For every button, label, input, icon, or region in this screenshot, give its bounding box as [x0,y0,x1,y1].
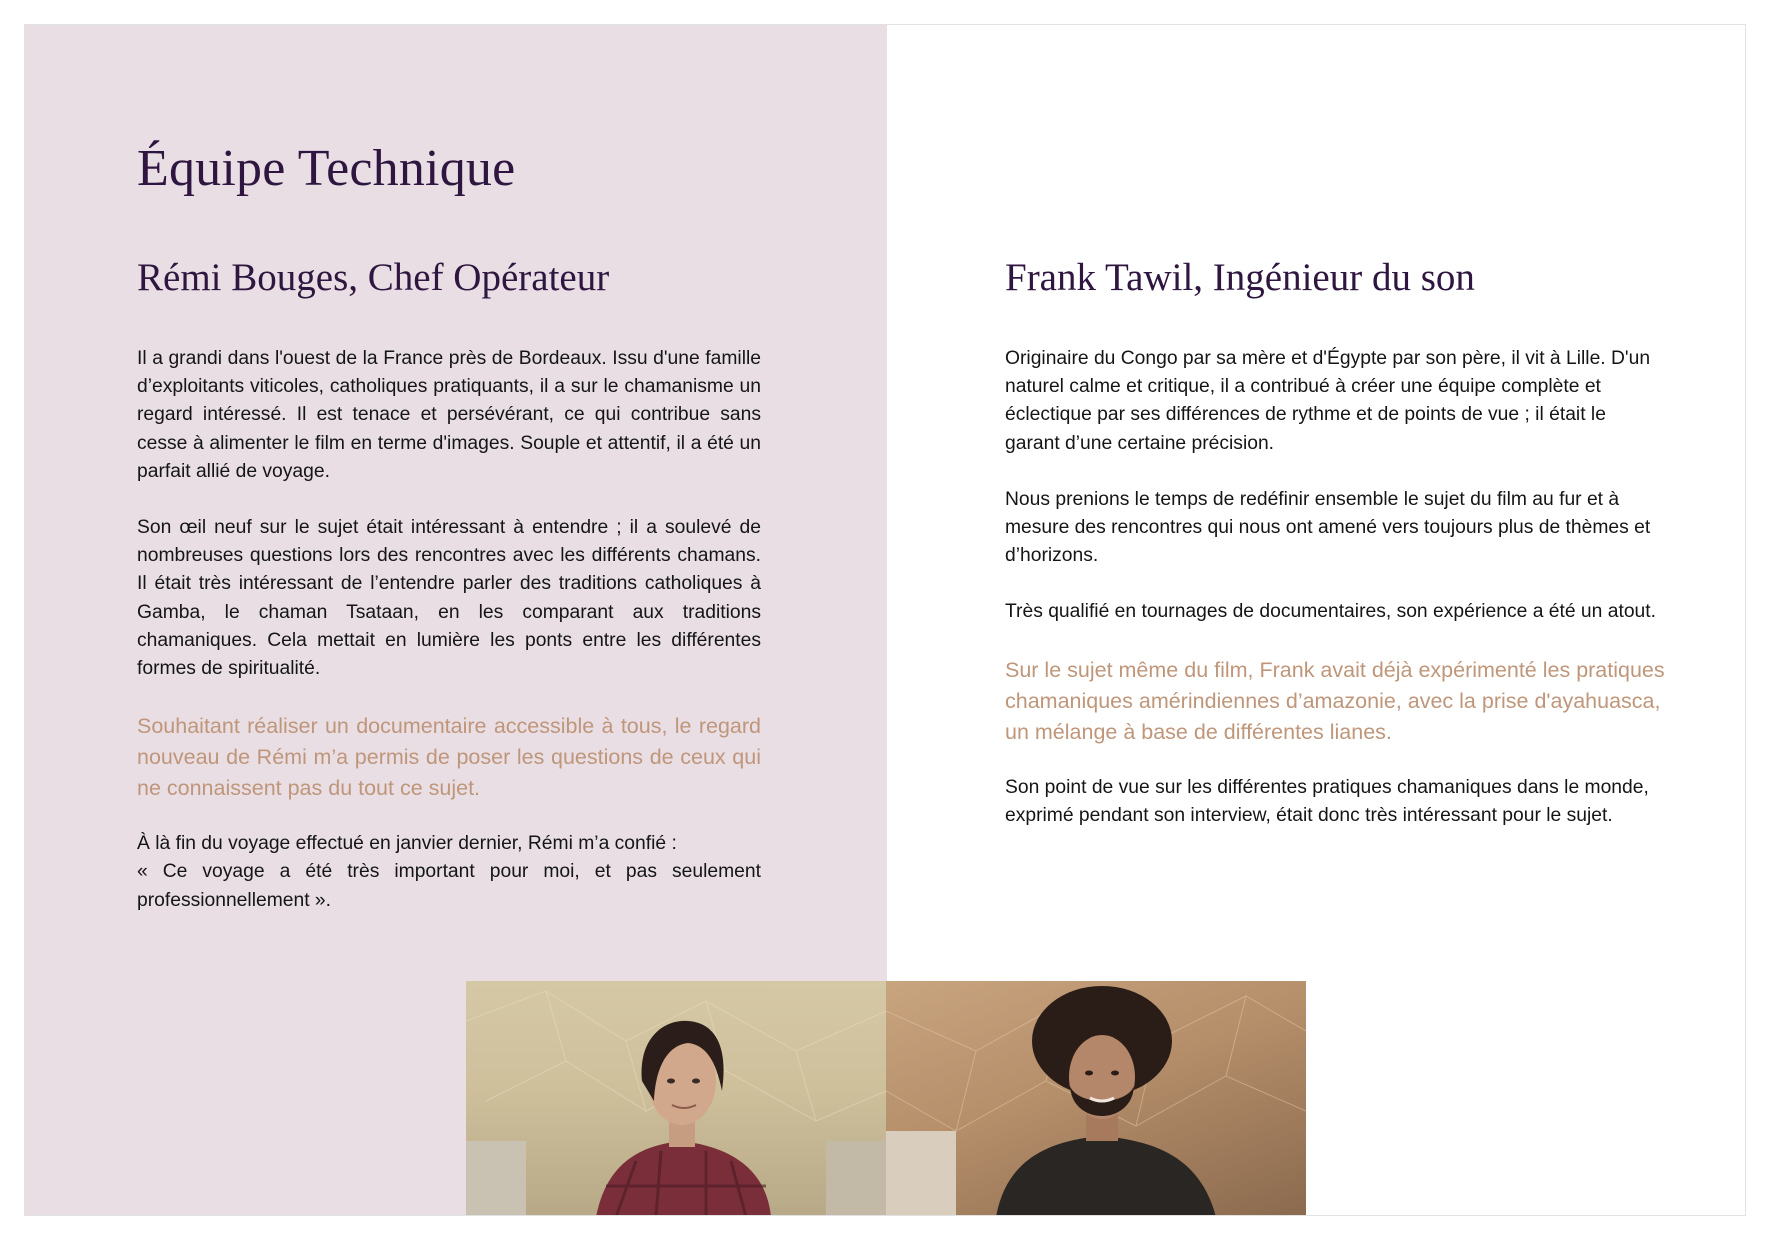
photo-remi-illustration [466,981,886,1216]
left-text-column [137,345,761,943]
member-name-frank: Frank Tawil, Ingénieur du son [1005,256,1475,299]
right-paragraph-3: Très qualifié en tournages de documentaires, son expérience a été un atout. [1005,601,1656,623]
left-paragraph-2: Son œil neuf sur le sujet était intéressant à entendre ; il a soulevé de nombreuses questions lors des rencontres avec les différents chamans. Il était très intéressant de l’entendre parler des traditions catholiques à Gamba, le chaman Tsataan, en les comparant aux traditions chamaniques. Cela mettait en lumière les ponts entre les différentes formes de spiritualité. [137,517,761,680]
document-spread [24,24,1746,1216]
photo-frank-illustration [886,981,1306,1216]
left-closing-line-1: À là fin du voyage effectué en janvier dernier, Rémi m’a confié : [137,833,677,855]
photo-frank [886,981,1306,1216]
right-text-column [1005,345,1665,858]
left-pull-quote: Souhaitant réaliser un documentaire accessible à tous, le regard nouveau de Rémi m’a permis de poser les questions de ceux qui ne connaissent pas du tout ce sujet. [137,714,761,801]
right-closing: Son point de vue sur les différentes pratiques chamaniques dans le monde, exprimé pendant son interview, était donc très intéressant pour le sujet. [1005,776,1649,826]
right-paragraph-1: Originaire du Congo par sa mère et d'Égypte par son père, il vit à Lille. D'un naturel calme et critique, il a contribué à créer une équipe complète et éclectique par ses différences de rythme et de points de vue ; il était le garant d’une certaine précision. [1005,348,1651,454]
right-pull-quote: Sur le sujet même du film, Frank avait déjà expérimenté les pratiques chamaniques amérindiennes d’amazonie, avec la prise d'ayahuasca, un mélange à base de différentes lianes. [1005,657,1665,744]
left-closing-line-2: « Ce voyage a été très important pour moi, et pas seulement professionnellement ». [137,861,761,911]
page-title: Équipe Technique [137,140,516,197]
photo-remi [466,981,886,1216]
left-closing [137,830,761,915]
left-paragraph-1: Il a grandi dans l'ouest de la France près de Bordeaux. Issu d'une famille d’exploitants viticoles, catholiques pratiquants, il a sur le chamanisme un regard intéressé. Il est tenace et persévérant, ce qui contribue sans cesse à alimenter le film en terme d'images. Souple et attentif, il a été un parfait allié de voyage. [137,348,761,482]
right-paragraph-2: Nous prenions le temps de redéfinir ensemble le sujet du film au fur et à mesure des rencontres qui nous ont amené vers toujours plus de thèmes et d’horizons. [1005,488,1651,567]
member-name-remi: Rémi Bouges, Chef Opérateur [137,256,610,299]
